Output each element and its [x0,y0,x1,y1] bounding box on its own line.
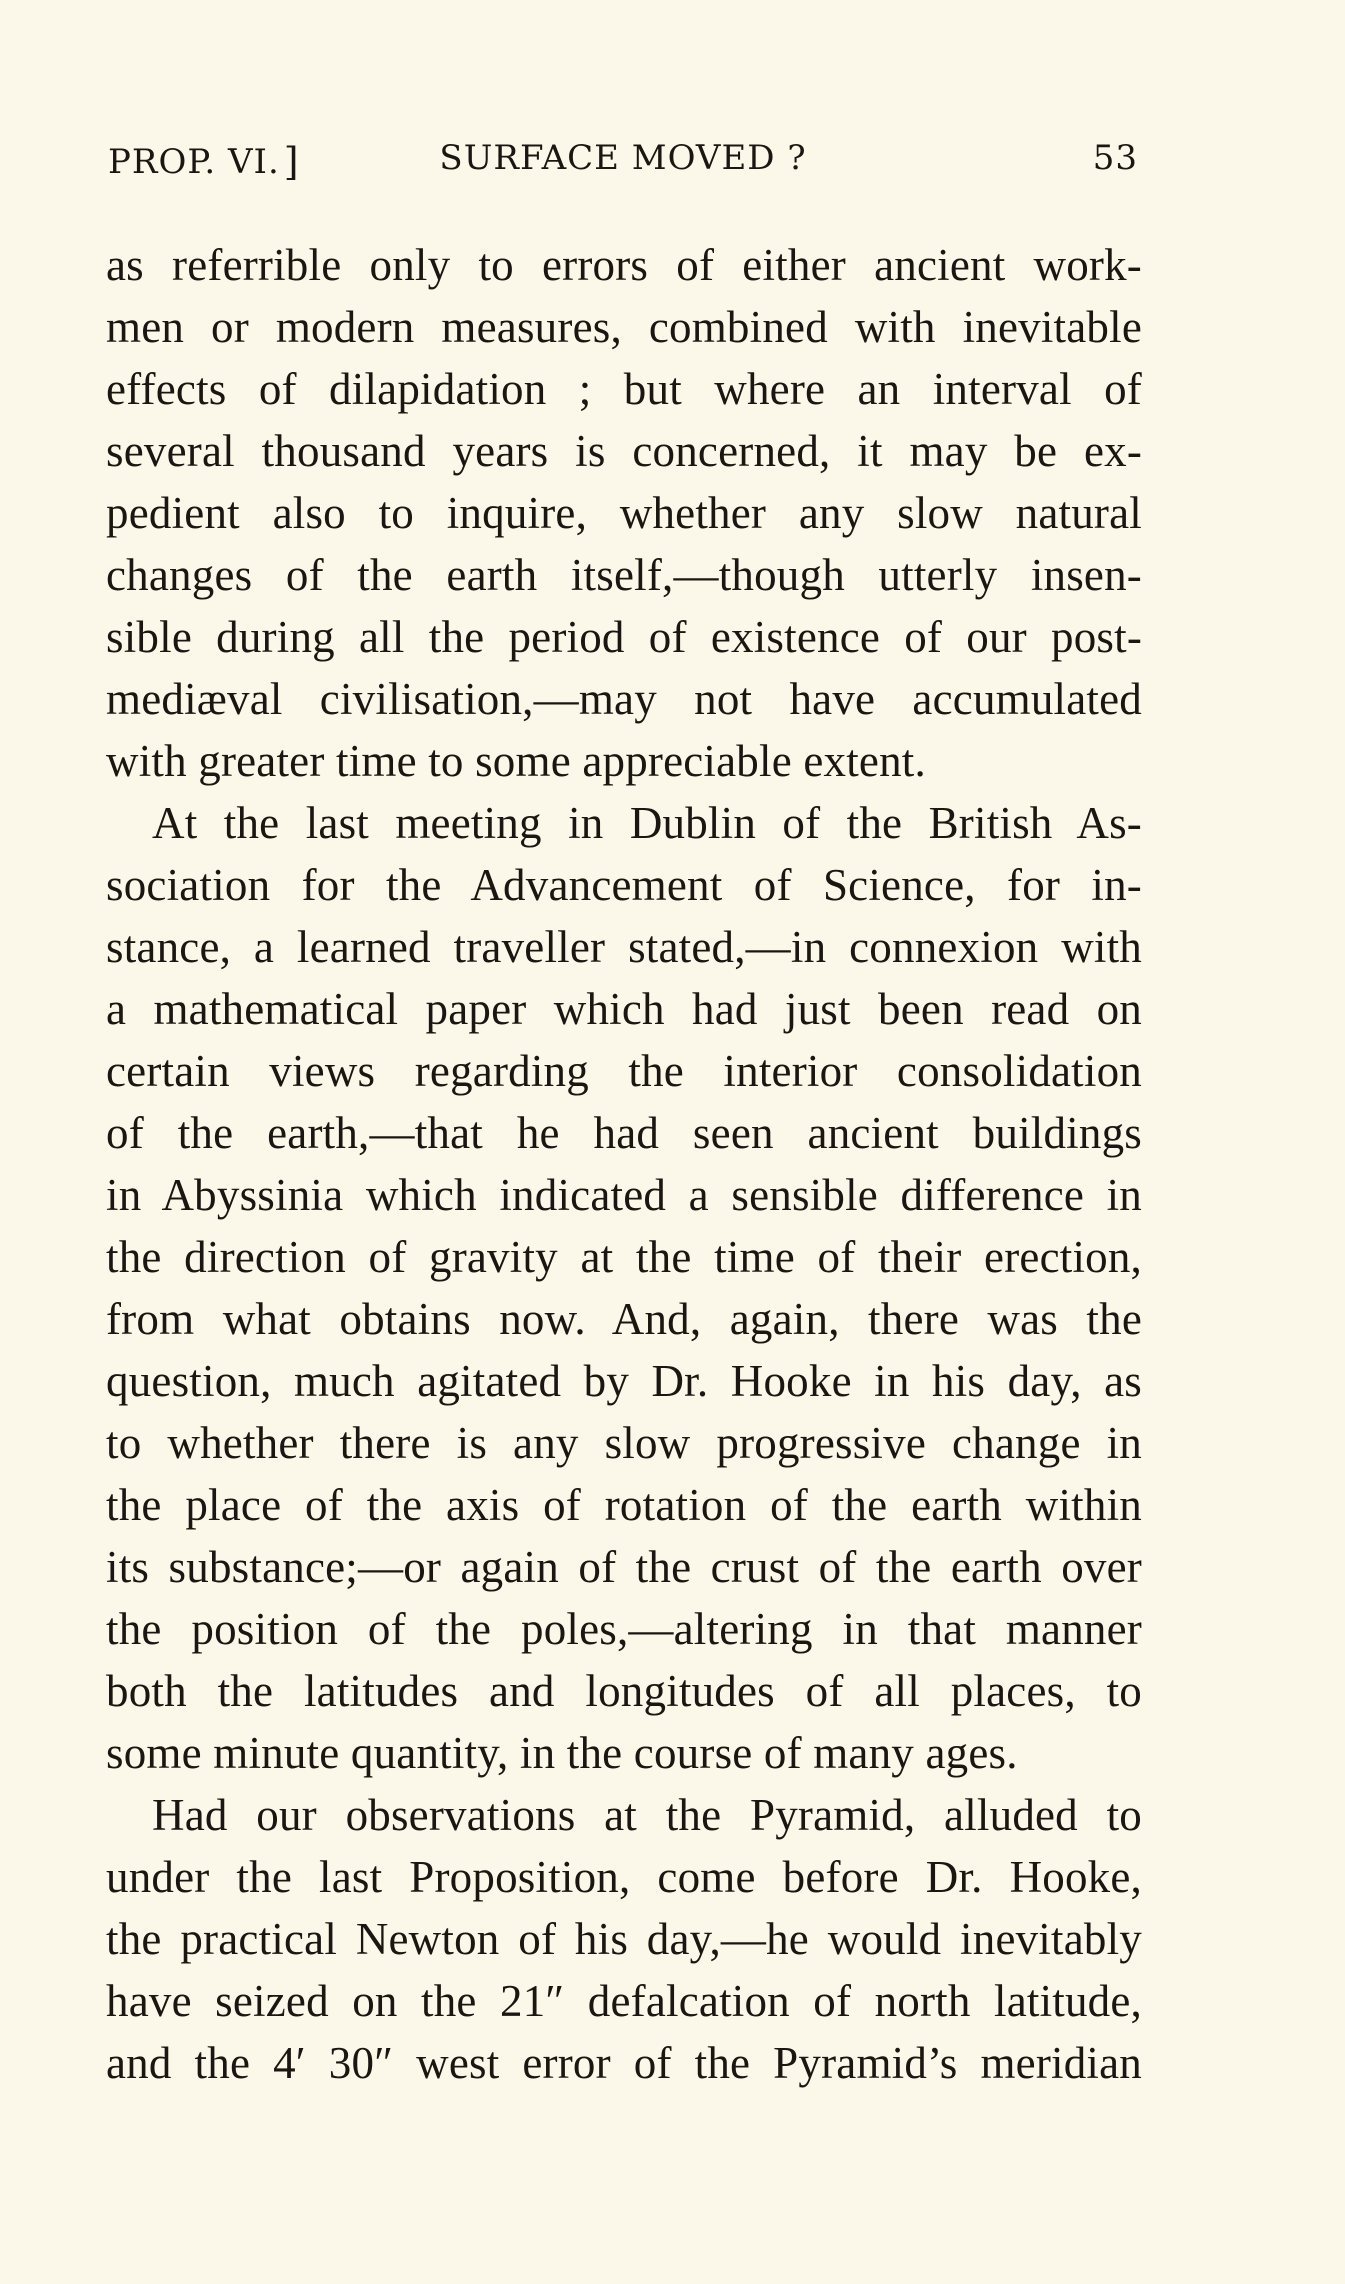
text-line: men or modern measures, combined with inevitable [106,302,1142,352]
paragraph [106,792,1142,1784]
page-number: 53 [1092,138,1138,178]
text-line: stance, a learned traveller stated,—in connexion with [106,922,1142,972]
section-bracket: ] [283,140,300,184]
text-line: have seized on the 21″ defalcation of north latitude, [106,1976,1142,2026]
text-line: from what obtains now. And, again, there was the [106,1294,1142,1344]
text-line: pedient also to inquire, whether any slow natural [106,488,1142,538]
text-line: and the 4′ 30″ west error of the Pyramid’s meridian [106,2038,1142,2088]
text-line: in Abyssinia which indicated a sensible difference in [106,1170,1142,1220]
text-line: Had our observations at the Pyramid, alluded to [152,1790,1142,1840]
paragraph [106,234,1142,792]
text-line: with greater time to some appreciable extent. [106,736,926,786]
text-line: sible during all the period of existence of our post- [106,612,1142,662]
text-line: changes of the earth itself,—though utterly insen- [106,550,1142,600]
text-line: effects of dilapidation ; but where an interval of [106,364,1142,414]
section-label: PROP. VI. [108,142,280,182]
body-text [106,234,1142,2094]
text-line: several thousand years is concerned, it may be ex- [106,426,1142,476]
text-line: question, much agitated by Dr. Hooke in his day, as [106,1356,1142,1406]
text-line: sociation for the Advancement of Science, for in- [106,860,1142,910]
running-head [108,138,1138,188]
text-line: certain views regarding the interior consolidation [106,1046,1142,1096]
text-line: mediæval civilisation,—may not have accumulated [106,674,1142,724]
text-line: to whether there is any slow progressive change in [106,1418,1142,1468]
text-line: some minute quantity, in the course of many ages. [106,1728,1018,1778]
text-line: the practical Newton of his day,—he would inevitably [106,1914,1142,1964]
text-line: under the last Proposition, come before Dr. Hooke, [106,1852,1142,1902]
text-line: the direction of gravity at the time of their erection, [106,1232,1142,1282]
paragraph [106,1784,1142,2094]
text-line: of the earth,—that he had seen ancient buildings [106,1108,1142,1158]
text-line: as referrible only to errors of either ancient work- [106,240,1142,290]
text-line: a mathematical paper which had just been read on [106,984,1142,1034]
text-line: the position of the poles,—altering in that manner [106,1604,1142,1654]
running-head-title: SURFACE MOVED ? [439,138,807,178]
text-line: At the last meeting in Dublin of the British As- [152,798,1142,848]
text-line: its substance;—or again of the crust of the earth over [106,1542,1142,1592]
text-line: both the latitudes and longitudes of all places, to [106,1666,1142,1716]
text-line: the place of the axis of rotation of the earth within [106,1480,1142,1530]
